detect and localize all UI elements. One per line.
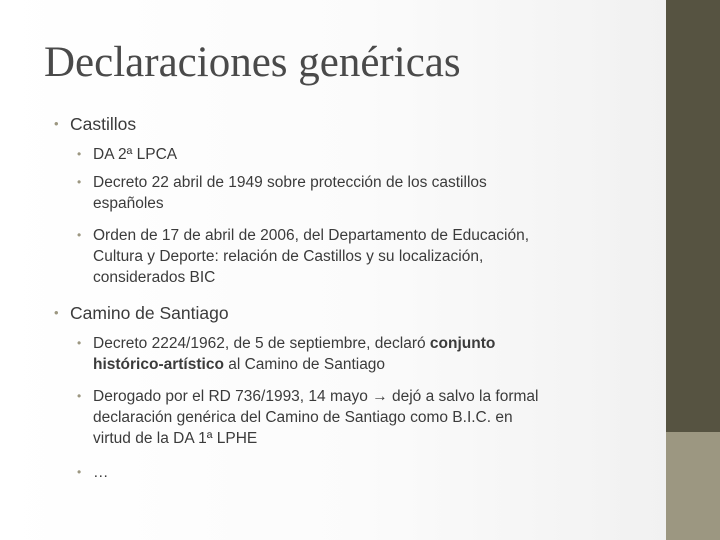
- bullet-icon: •: [54, 305, 59, 320]
- bullet-text: declaración genérica del Camino de Santiago como B.I.C. en: [93, 409, 513, 426]
- bullet-text: Decreto 2224/1962, de 5 de septiembre, declaró: [93, 335, 430, 352]
- bullet-heading: Castillos: [70, 114, 137, 134]
- bullet-text: Cultura y Deporte: relación de Castillos y su localización,: [93, 248, 484, 265]
- bullet-text: considerados BIC: [93, 269, 216, 286]
- bullet-text: Decreto 22 abril de 1949 sobre protección de los castillos: [93, 174, 487, 191]
- sub-bullet: [77, 144, 622, 165]
- bullet-text: al Camino de Santiago: [223, 356, 386, 373]
- sidebar-accent-dark: [666, 0, 720, 432]
- bullet-text: …: [93, 464, 109, 481]
- bullet-text: Orden de 17 de abril de 2006, del Departamento de Educación,: [93, 227, 530, 244]
- sub-bullet: [77, 172, 622, 214]
- bullet-icon: •: [54, 116, 59, 131]
- arrow-right-icon: →: [372, 388, 388, 405]
- sub-bullet: [77, 386, 622, 449]
- bullet-heading: Camino de Santiago: [70, 303, 229, 323]
- bold-term: histórico-artístico: [93, 356, 224, 373]
- sub-bullet: [77, 462, 622, 483]
- bullet-text: DA 2ª LPCA: [93, 146, 178, 163]
- bullet-icon: •: [77, 465, 82, 479]
- bullet-text: Derogado por el RD 736/1993, 14 mayo: [93, 388, 373, 405]
- bullet-text: virtud de la DA 1ª LPHE: [93, 430, 258, 447]
- bullet-icon: •: [77, 228, 82, 242]
- sidebar-accent-light: [666, 432, 720, 540]
- bold-term: conjunto: [429, 335, 496, 352]
- sub-bullet: [77, 333, 622, 375]
- sub-bullet: [77, 225, 622, 288]
- bullet-icon: •: [77, 336, 82, 350]
- bullet-icon: •: [77, 389, 82, 403]
- bullet-text: españoles: [93, 195, 164, 212]
- slide-title: Declaraciones genéricas: [44, 39, 461, 86]
- bullet-icon: •: [77, 175, 82, 189]
- bullet-text: dejó a salvo la formal: [387, 388, 539, 405]
- bullet-icon: •: [77, 147, 82, 161]
